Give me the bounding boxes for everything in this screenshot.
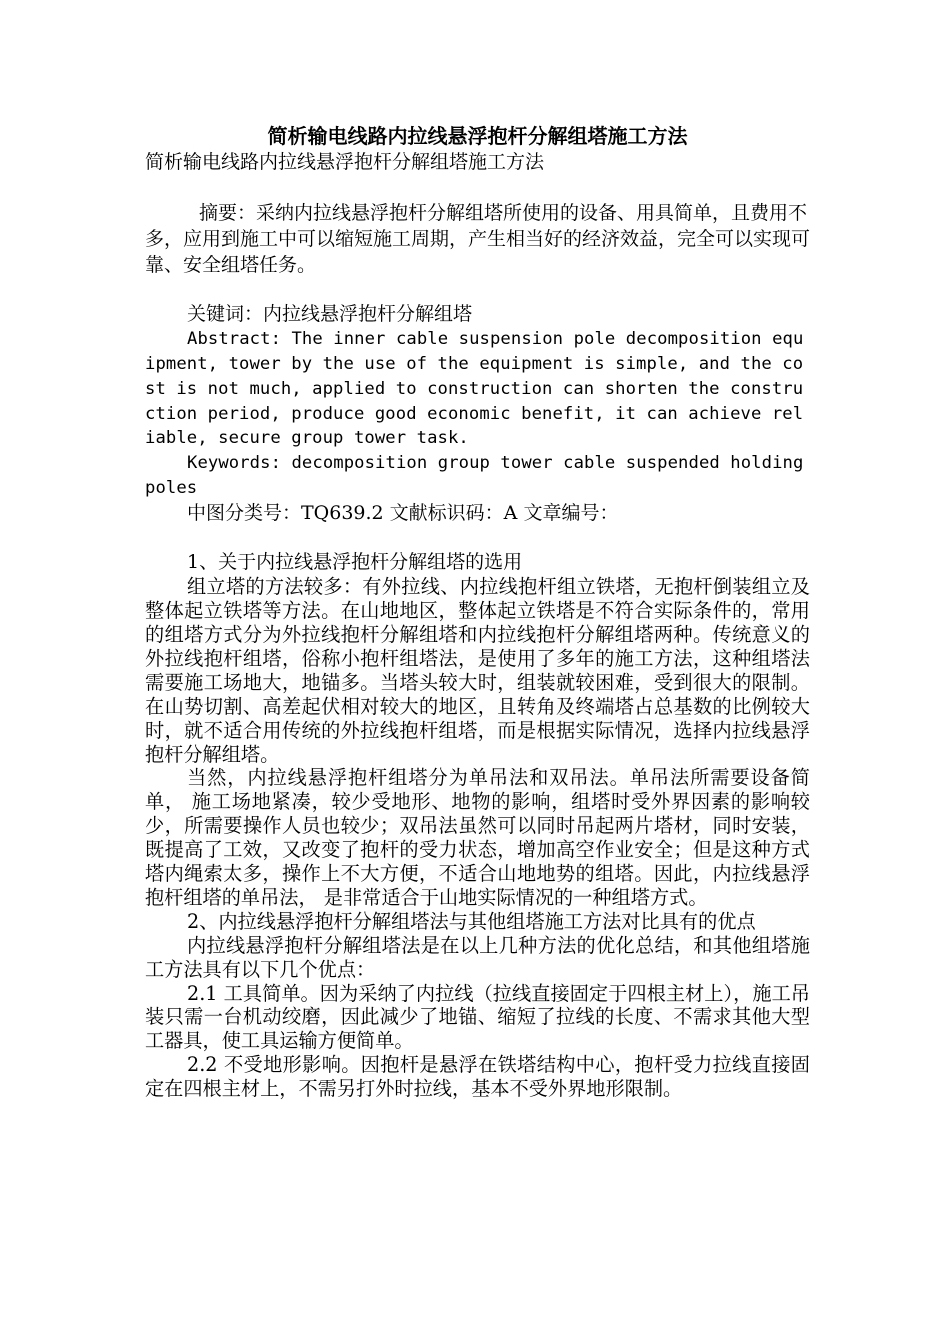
document-title: 简析输电线路内拉线悬浮抱杆分解组塔施工方法 (267, 124, 688, 148)
classification-line: 中图分类号：TQ639.2 文献标识码：A 文章编号： (187, 501, 619, 524)
document-page (145, 122, 814, 1101)
abstract-en: Abstract: The inner cable suspension pole decomposition equipment, tower by the use of the equipment is simple, and the cost is not much, applied to construction can shorten the construction period, produce good economic benefit, it can achieve reliable, secure group tower task. (145, 329, 804, 449)
section1-paragraph-2: 当然，内拉线悬浮抱杆组塔分为单吊法和双吊法。单吊法所需要设备简单， 施工场地紧凑，较少受地形、地物的影响，组塔时受外界因素的影响较少，所需要操作人员也较少；双吊法虽然可以同时吊起两片塔材，同时安装，既提高了工效，又改变了抱杆的受力状态，增加高空作业安全；但是这种方式塔内绳索太多，操作上不大方便，不适合山地地势的组塔。因此，内拉线悬浮抱杆组塔的单吊法， 是非常适合于山地实际情况的一种组塔方式。 (145, 766, 810, 909)
section2-1-paragraph: 2.1 工具简单。因为采纳了内拉线（拉线直接固定于四根主材上），施工吊装只需一台机动绞磨，因此减少了地锚、缩短了拉线的长度、不需求其他大型工器具，使工具运输方便简单。 (145, 981, 810, 1053)
section1-heading: 1、关于内拉线悬浮抱杆分解组塔的选用 (187, 551, 523, 574)
abstract-cn: 摘要：采纳内拉线悬浮抱杆分解组塔所使用的设备、用具简单，且费用不多，应用到施工中可以缩短施工周期，产生相当好的经济效益，完全可以实现可靠、安全组塔任务。 (145, 201, 811, 276)
section2-paragraph-1: 内拉线悬浮抱杆分解组塔法是在以上几种方法的优化总结，和其他组塔施工方法具有以下几个优点： (145, 933, 810, 981)
section2-heading: 2、内拉线悬浮抱杆分解组塔法与其他组塔施工方法对比具有的优点 (187, 909, 756, 933)
spacer (145, 278, 810, 303)
keywords-en: Keywords: decomposition group tower cable suspended holding poles (145, 453, 814, 498)
section1-paragraph-1: 组立塔的方法较多：有外拉线、内拉线抱杆组立铁塔，无抱杆倒装组立及整体起立铁塔等方法。在山地地区，整体起立铁塔是不符合实际条件的，常用的组塔方式分为外拉线抱杆分解组塔和内拉线抱杆分解组塔两种。传统意义的外拉线抱杆组塔，俗称小抱杆组塔法，是使用了多年的施工方法，这种组塔法需要施工场地大，地锚多。当塔头较大时，组装就较困难，受到很大的限制。在山势切割、高差起伏相对较大的地区，且转角及终端塔占总基数的比例较大时，就不适合用传统的外拉线抱杆组塔，而是根据实际情况，选择内拉线悬浮抱杆分解组塔。 (145, 575, 810, 766)
keywords-cn: 关键词：内拉线悬浮抱杆分解组塔 (187, 303, 473, 326)
document-subtitle: 简析输电线路内拉线悬浮抱杆分解组塔施工方法 (145, 151, 545, 173)
section2-2-paragraph: 2.2 不受地形影响。因抱杆是悬浮在铁塔结构中心，抱杆受力拉线直接固定在四根主材上，不需另打外时拉线，基本不受外界地形限制。 (145, 1053, 810, 1101)
spacer (145, 175, 810, 200)
spacer (145, 526, 810, 551)
